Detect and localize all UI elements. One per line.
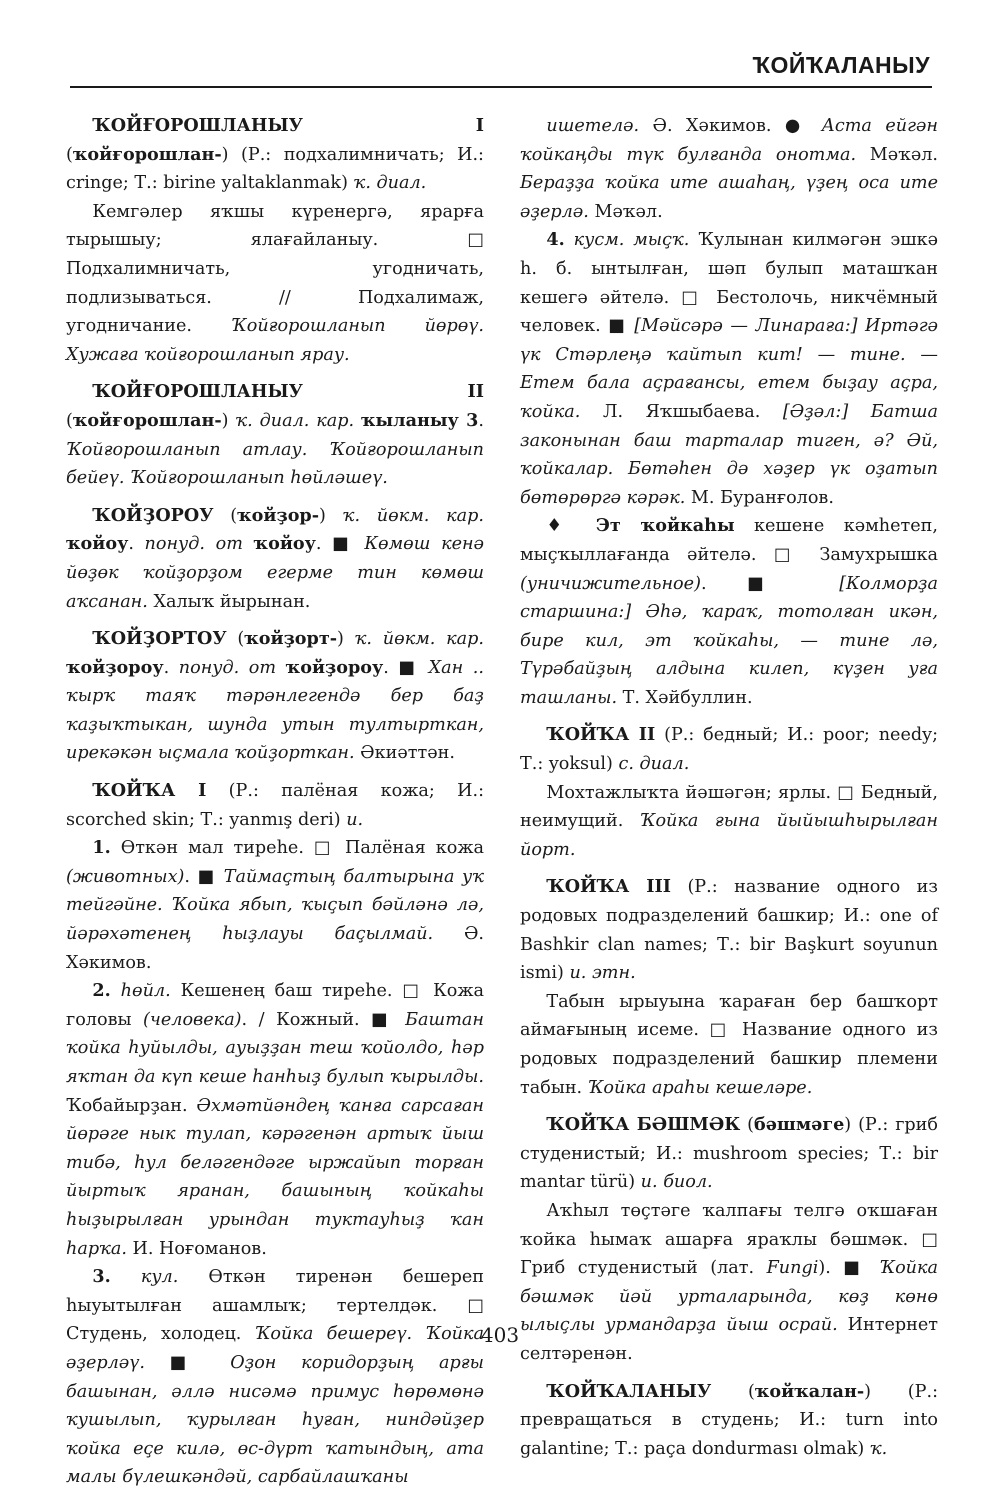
header-rule: [70, 86, 932, 88]
entry-text: ҡойҙорт-: [244, 628, 338, 650]
entry-text: и. биол.: [640, 1172, 713, 1193]
entry-text: . ■: [700, 573, 840, 594]
entry-paragraph: [66, 198, 484, 370]
headword: ҠОЙҘОРТОУ: [92, 628, 227, 650]
headword: ҠОЙҠА III: [546, 876, 671, 898]
entry-text: Ҡобайырҙан.: [66, 1095, 197, 1116]
entry-text: Көмөш кенә йөҙөк ҡойҙорҙом егерме тин көмөш аҡсанан.: [66, 534, 484, 612]
headword: ҠОЙҠАЛАНЫУ: [546, 1380, 712, 1402]
entry-text: Кешенең баш тиреһе. □ Кожа головы: [66, 981, 485, 1030]
entry-text: понуд. от: [144, 534, 254, 555]
entry-text: ҡойғорошлан-: [72, 409, 222, 431]
entry-text: ). ■: [818, 1258, 880, 1279]
entry-text: (: [740, 1115, 754, 1136]
entry-text: (: [711, 1381, 755, 1402]
entry-text: И. Ноғоманов.: [126, 1238, 267, 1259]
dictionary-entry: [520, 721, 938, 778]
headword: ҠОЙҠА БӘШМӘК: [546, 1114, 741, 1136]
entry-text: . ■: [184, 866, 224, 887]
entry-text: (Р.: бедный; И.: poor; needy; Т.: yoksul): [520, 725, 938, 775]
entry-text: ҡойҡалан-: [754, 1380, 865, 1402]
entry-text: . / Кожный. ■: [241, 1009, 406, 1030]
entry-text: ■: [144, 1352, 231, 1373]
entry-text: Өткән мал тиреһе. □ Палёная кожа: [110, 838, 484, 859]
entry-text: ҡойғорошлан-: [72, 143, 222, 165]
entry-text: [Әҙәл:] Батша законынан баш тарталар тиген, ә? Әй, ҡойкалар. Бөтәһен дә хәҙер үк оҙатып бөтөрөргә кәрәк.: [520, 401, 938, 508]
entry-text: ҡойҙороу: [285, 656, 384, 678]
entry-text: .: [128, 534, 145, 555]
entry-text: Ҡойка ғына йыйышһырылған йорт.: [520, 811, 938, 860]
entry-text: ҡыланыу 3: [360, 409, 479, 431]
entry-paragraph: [520, 226, 938, 512]
entry-paragraph: [66, 1263, 484, 1492]
entry-text: ) (Р.: гриб студенистый; И.: mushroom species; Т.: bir mantar türü): [520, 1115, 938, 1193]
entry-text: Мәҡәл.: [588, 201, 663, 222]
entry-paragraph: [520, 779, 938, 865]
entry-text: (: [226, 629, 245, 650]
headword: ҠОЙҠА I: [92, 780, 207, 802]
entry-text: ҡ. йөкм. кар.: [342, 505, 484, 526]
dictionary-entry: [520, 873, 938, 987]
entry-text: Ҡойка бәшмәк йәй урталарында, көҙ көнө ылыҫлы урмандарҙа йыш осрай.: [520, 1258, 938, 1336]
entry-paragraph: [66, 834, 484, 977]
entry-text: Л. Яҡшыбаева.: [580, 401, 783, 422]
left-column: [66, 112, 484, 1492]
entry-text: ): [221, 410, 236, 431]
entry-text: Халыҡ йырынан.: [147, 591, 311, 612]
entry-text: Аста ейгән ҡойкаңды түк булғанда онотма.: [520, 116, 938, 165]
entry-text: һөйл.: [120, 981, 171, 1002]
entry-text: ҡойоу: [253, 533, 316, 555]
entry-text: кешене кәмһетеп, мыҫҡыллағанда әйтелә. □ Замухрышка: [520, 516, 939, 565]
running-head: ҠОЙҠАЛАНЫУ: [752, 52, 930, 78]
entry-text: 1.: [92, 837, 111, 859]
dictionary-entry: [66, 625, 484, 768]
entry-text: Аҡһыл төҫтәге ҡалпағы телгә оҡшаған ҡойка һымаҡ ашарға яраҡлы бәшмәк. □ Гриб студенистый (лат.: [520, 1200, 938, 1279]
entry-text: Fungi: [766, 1258, 819, 1279]
entry-text: кусм. мыҫҡ.: [573, 230, 690, 251]
entry-text: Әкиәттән.: [354, 743, 455, 764]
entry-text: Ҡойка араһы кешеләре.: [587, 1077, 813, 1098]
entry-text: ишетелә.: [546, 116, 640, 136]
entry-text: (животных): [66, 866, 185, 887]
entry-text: ҡойҙор-: [237, 504, 320, 526]
entry-text: .: [163, 657, 179, 678]
entry-text: Кемгәлер яҡшы күренергә, ярарға тырышыу; ялағайланыу. □ Подхалимничать, угодничать, подлизываться. // Подхалимаж, угодничание.: [66, 201, 484, 337]
page-number: 403: [480, 1323, 520, 1347]
entry-text: [Мәйсәрә — Линараға:] Иртәгә үк Стәрлеңә ҡайтып кит! — тине. — Етем бала аҫрағансы, етем быҙау аҫра, ҡойка.: [520, 316, 939, 422]
entry-text: Хан .. ҡырҡ таяҡ тәрәнлегендә бер баҙ ҡаҙыҡтыкан, шунда утын тултырткан, ирекәкән ыҫмала ҡойҙорткан.: [66, 657, 484, 764]
entry-text: Таймаҫтың балтырына уҡ тейгәйне. Ҡойка ябып, ҡыҫып бәйләнә лә, йәрәхәтенең һыҙлауы баҫылмай.: [66, 866, 484, 945]
entry-text: . ■: [315, 534, 365, 555]
entry-text: [Колморҙа старшина:] Әһә, ҡараҡ, тотолған икән, бире кил, эт ҡойкаһы, — тине лә, Түрәбайҙың алдына килеп, күҙен уға ташланы.: [520, 573, 938, 708]
entry-text: (: [66, 410, 73, 431]
entry-text: [111, 981, 121, 1001]
entry-text: Баштан ҡойка һуйылды, ауыҙҙан теш ҡойолдо, һәр яҡтан да күп кеше һанһыҙ булып ҡырылды.: [66, 1009, 484, 1087]
entry-text: 4.: [546, 229, 565, 251]
headword: ҠОЙҘОРОУ: [92, 504, 214, 526]
entry-text: Өткән тиренән бешереп һыуытылған ашамлыҡ; тертелдәк. □ Студень, холодец.: [66, 1267, 484, 1345]
dictionary-entry: [520, 1111, 938, 1197]
entry-text: бәшмәге: [754, 1114, 845, 1136]
entry-text: ҡойҙороу: [66, 656, 164, 678]
dictionary-entry: [66, 777, 484, 834]
entry-text: и.: [346, 809, 364, 830]
entry-text: Мәҡәл.: [856, 144, 939, 165]
entry-text: (уничижительное): [520, 573, 701, 594]
headword: ҠОЙҒОРОШЛАНЫУ I: [92, 115, 484, 136]
entry-text: (: [66, 144, 73, 165]
entry-text: М. Буранғолов.: [685, 487, 834, 508]
entry-text: 3.: [92, 1266, 111, 1288]
entry-text: Ҡойғорошланып йөрөү. Хужаға ҡойғорошланып ярау.: [66, 316, 484, 365]
entry-text: Интернет селтәренән.: [520, 1315, 938, 1364]
dictionary-entry: [66, 112, 484, 198]
entry-text: Ҡойғорошланып атлау. Ҡойғорошланып бейеү. Ҡойғорошланып һөйләшеү.: [66, 439, 484, 489]
entry-text: понуд. от: [178, 657, 286, 678]
entry-text: Т. Хәйбуллин.: [617, 687, 753, 708]
entry-paragraph: [520, 112, 938, 226]
entry-text: 2.: [92, 980, 111, 1002]
entry-text: Ә. Хәкимов.: [66, 924, 485, 973]
entry-text: ): [319, 505, 343, 526]
entry-text: ҡойоу: [66, 533, 129, 555]
headword: ҠОЙҒОРОШЛАНЫУ II: [92, 381, 484, 403]
entry-text: (: [213, 505, 238, 526]
entry-text: Табын ырыуына ҡараған бер башҡорт аймағының исеме. □ Название одного из родовых подразделений башкир племени табын.: [520, 991, 938, 1098]
entry-text: Ҡойка бешереү. Ҡойка әҙерләү.: [66, 1324, 485, 1373]
entry-text: ): [337, 629, 355, 650]
entry-text: [111, 1267, 141, 1287]
entry-text: кул.: [140, 1267, 179, 1288]
dictionary-entry: [520, 1378, 938, 1464]
dictionary-entry: [66, 502, 484, 616]
entry-text: ҡ. диал. кар.: [235, 410, 361, 431]
entry-text: [565, 230, 574, 250]
entry-text: Ә. Хәкимов. ●: [639, 116, 822, 136]
entry-text: Оҙон коридорҙың арғы башынан, әллә нисәмә примус һөрөмөнә ҡушылып, ҡурылған һуған, ниндәйҙер ҡойка еҫе килә, өс-дүрт ҡатындың, ата малы бүлешкәндәй, сарбайлашҡаны: [66, 1352, 484, 1488]
entry-text: Мохтажлыҡта йәшәгән; ярлы. □ Бедный, неимущий.: [520, 782, 938, 832]
entry-text: Ҡулынан килмәгән эшкә һ. б. ынтылған, шәп булып маташҡан кешегә әйтелә. □ Бестолочь, никчёмный человек. ■: [520, 230, 939, 337]
right-column: [520, 112, 938, 1463]
entry-text: ҡ. йөкм. кар.: [354, 629, 484, 650]
entry-paragraph: [520, 988, 938, 1102]
entry-text: ҡ.: [869, 1438, 888, 1459]
entry-paragraph: [520, 512, 938, 712]
entry-text: с. диал.: [618, 754, 690, 775]
entry-text: ҡ. диал.: [353, 173, 427, 194]
headword: ҠОЙҠА II: [546, 724, 656, 746]
entry-text: .: [478, 410, 484, 431]
entry-text: (человека): [143, 1009, 242, 1030]
entry-text: ♦ Эт ҡойкаһы: [546, 515, 735, 537]
entry-paragraph: [66, 977, 484, 1263]
entry-text: . ■: [383, 657, 429, 678]
entry-text: ) (Р.: превращаться в студень; И.: turn into galantine; Т.: paça dondurması olmak): [520, 1381, 938, 1459]
entry-text: (Р.: палёная кожа; И.: scorched skin; Т.: yanmış deri): [66, 781, 485, 830]
entry-text: (Р.: название одного из родовых подразделений башкир; И.: one of Bashkir clan names; Т.: bir Başkurt soyunun ismi): [520, 877, 938, 984]
entry-text: Бераҙҙа ҡойка ите ашаһаң, үҙең оса ите әҙерлә.: [520, 173, 938, 222]
entry-text: ) (Р.: подхалимничать; И.: cringe; Т.: birine yaltaklanmak): [66, 144, 484, 194]
entry-text: Әхмәтйәндең ҡанға сарсаған йөрәге нык тулап, кәрәгенән артыҡ йыш тибә, һул беләгендәге ыржайып торған йыртыҡ яранан, башының ҡойкаһы һыҙырылған урындан туктауһыҙ ҡан һарҡа.: [66, 1095, 484, 1259]
dictionary-entry: [66, 378, 484, 492]
entry-text: и. этн.: [569, 963, 636, 984]
